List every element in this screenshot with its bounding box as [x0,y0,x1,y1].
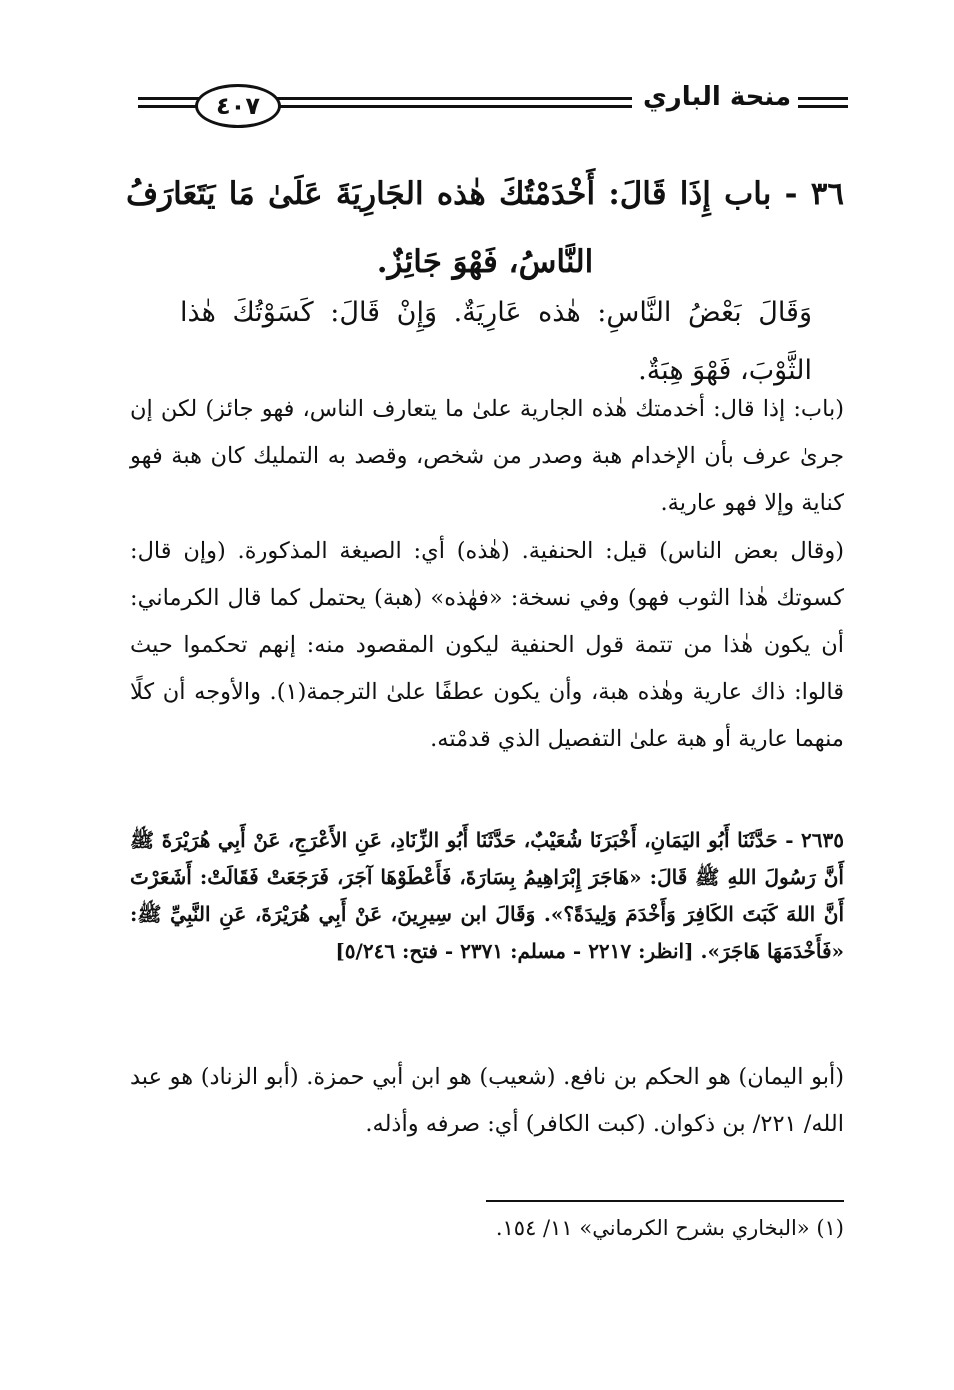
hadith-text: ٢٦٣٥ - حَدَّثَنَا أَبُو اليَمَانِ، أَخْبَرَنَا شُعَيْبٌ، حَدَّثَنَا أَبُو الزِّنَادِ، عَنِ الأَعْرَجِ، عَنْ أَبِي هُرَيْرَةَ ﷺ أَنَّ رَسُولَ اللهِ ﷺ قَالَ: «هَاجَرَ إِبْرَاهِيمُ بِسَارَةَ، فَأَعْطَوْهَا آجَرَ، فَرَجَعَتْ فَقَالَتْ: أَشَعَرْتَ أَنَّ اللهَ كَبَتَ الكَافِرَ وَأَخْدَمَ وَلِيدَةً؟». وَقَالَ ابن سِيرِينَ، عَنْ أَبِي هُرَيْرَةَ، عَنِ النَّبِيِّ ﷺ: «فَأَخْدَمَهَا هَاجَرَ». [انظر: ٢٢١٧ - مسلم: ٢٣٧١ - فتح: ٥/٢٤٦] [130,828,844,963]
chapter-heading [126,160,844,296]
chapter-heading-line-1: ٣٦ - باب إِذَا قَالَ: أَخْدَمْتُكَ هٰذه الجَارِيَةَ عَلَىٰ مَا يَتَعَارَفُ [126,176,844,212]
commentary-paragraph-2: (وقال بعض الناس) قيل: الحنفية. (هٰذه) أي: الصيغة المذكورة. (وإن قال: كسوتك هٰذا الثوب فهو) وفي نسخة: «فهٰذه» (هبة) يحتمل كما قال الكرماني: أن يكون هٰذا من تتمة قول الحنفية ليكون المقصود منه: إنهم تحكموا حيث قالوا: ذاك عارية وهٰذه هبة، وأن يكون عطفًا علىٰ الترجمة(١). والأوجه أن كلًا منهما عارية أو هبة علىٰ التفصيل الذي قدمْته. [130,538,844,752]
commentary-paragraph-3: (أبو اليمان) هو الحكم بن نافع. (شعيب) هو ابن أبي حمزة. (أبو الزناد) هو عبد الله/ ٢٢١/ بن ذكوان. (كبت الكافر) أي: صرفه وأذله. [130,1064,844,1137]
chapter-quote: وَقَالَ بَعْضُ النَّاسِ: هٰذه عَارِيَةٌ. وَإِنْ قَالَ: كَسَوْتُكَ هٰذا الثَّوْبَ، فَهْوَ هِبَةٌ. [180,297,812,386]
header-rule-middle [270,96,632,110]
header-rule-right [798,96,848,110]
footnote: (١) «البخاري بشرح الكرماني» ١١/ ١٥٤. [495,1216,844,1240]
running-book-title: منحة الباري [642,82,792,112]
page-number: ٤٠٧ [195,84,281,128]
commentary-paragraph-1: (باب: إذا قال: أخدمتك هٰذه الجارية علىٰ ما يتعارف الناس، فهو جائز) لكن إن جرىٰ عرف بأن الإخدام هبة وصدر من شخص، وقصد به التمليك كان هبة فهو كناية وإلا فهو عارية. [130,396,844,516]
chapter-heading-line-2: النَّاسُ، فَهْوَ جَائِزٌ. [376,244,594,280]
footnote-rule [486,1200,844,1202]
header-rule-left [138,96,200,110]
